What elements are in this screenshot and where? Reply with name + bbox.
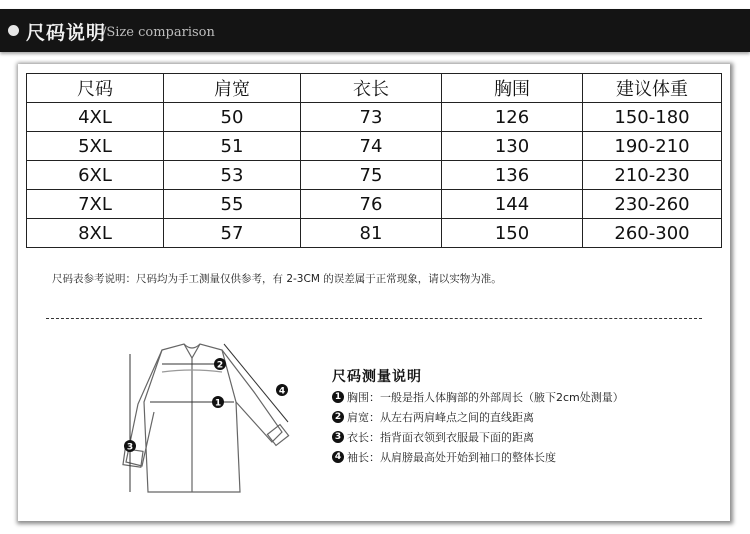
number-badge: 4 <box>332 451 344 463</box>
table-cell: 8XL <box>27 219 164 248</box>
number-badge: 1 <box>332 391 344 403</box>
table-row <box>27 103 722 132</box>
table-header-row <box>27 74 722 103</box>
table-cell: 81 <box>301 219 442 248</box>
table-cell: 130 <box>442 132 583 161</box>
column-header: 胸围 <box>442 74 583 103</box>
header-bar <box>0 9 750 52</box>
page-subtitle: /Size comparison <box>102 25 215 40</box>
shirt-diagram <box>102 332 302 512</box>
table-cell: 210-230 <box>583 161 722 190</box>
bullet-dot-icon <box>8 25 19 36</box>
measurement-text: 袖长：从肩膀最高处开始到袖口的整体长度 <box>347 451 556 464</box>
list-item <box>332 427 624 447</box>
marker-3-label: 3 <box>126 442 134 453</box>
size-chart-panel <box>18 64 730 521</box>
table-cell: 74 <box>301 132 442 161</box>
table-cell: 53 <box>164 161 301 190</box>
table-row <box>27 132 722 161</box>
table-cell: 50 <box>164 103 301 132</box>
table-row <box>27 161 722 190</box>
marker-4 <box>276 384 288 397</box>
measurement-text: 衣长：指背面衣领到衣服最下面的距离 <box>347 431 534 444</box>
column-header: 建议体重 <box>583 74 722 103</box>
table-cell: 73 <box>301 103 442 132</box>
table-cell: 75 <box>301 161 442 190</box>
table-cell: 4XL <box>27 103 164 132</box>
list-item <box>332 387 624 407</box>
table-cell: 76 <box>301 190 442 219</box>
table-cell: 136 <box>442 161 583 190</box>
measurement-list <box>332 387 624 467</box>
column-header: 肩宽 <box>164 74 301 103</box>
table-cell: 150-180 <box>583 103 722 132</box>
table-cell: 6XL <box>27 161 164 190</box>
table-cell: 5XL <box>27 132 164 161</box>
table-cell: 190-210 <box>583 132 722 161</box>
measurement-text: 肩宽：从左右两肩峰点之间的直线距离 <box>347 411 534 424</box>
marker-1-label: 1 <box>214 398 222 409</box>
size-table <box>26 73 722 248</box>
marker-1 <box>212 396 224 409</box>
column-header: 尺码 <box>27 74 164 103</box>
table-row <box>27 190 722 219</box>
table-cell: 230-260 <box>583 190 722 219</box>
page-title: 尺码说明 <box>26 22 107 44</box>
marker-2 <box>214 358 226 371</box>
size-note: 尺码表参考说明：尺码均为手工测量仅供参考，有 2-3CM 的误差属于正常现象，请以实物为准。 <box>52 273 502 285</box>
list-item <box>332 447 624 467</box>
list-item <box>332 407 624 427</box>
marker-2-label: 2 <box>216 360 224 371</box>
table-cell: 150 <box>442 219 583 248</box>
table-cell: 144 <box>442 190 583 219</box>
dashed-divider <box>46 318 702 319</box>
table-cell: 57 <box>164 219 301 248</box>
number-badge: 2 <box>332 411 344 423</box>
number-badge: 3 <box>332 431 344 443</box>
table-cell: 55 <box>164 190 301 219</box>
table-cell: 260-300 <box>583 219 722 248</box>
table-cell: 7XL <box>27 190 164 219</box>
table-cell: 126 <box>442 103 583 132</box>
marker-4-label: 4 <box>278 386 286 397</box>
table-cell: 51 <box>164 132 301 161</box>
measurement-text: 胸围：一般是指人体胸部的外部周长（腋下2cm处测量） <box>347 391 624 404</box>
measurement-title: 尺码测量说明 <box>332 369 422 385</box>
column-header: 衣长 <box>301 74 442 103</box>
table-row <box>27 219 722 248</box>
